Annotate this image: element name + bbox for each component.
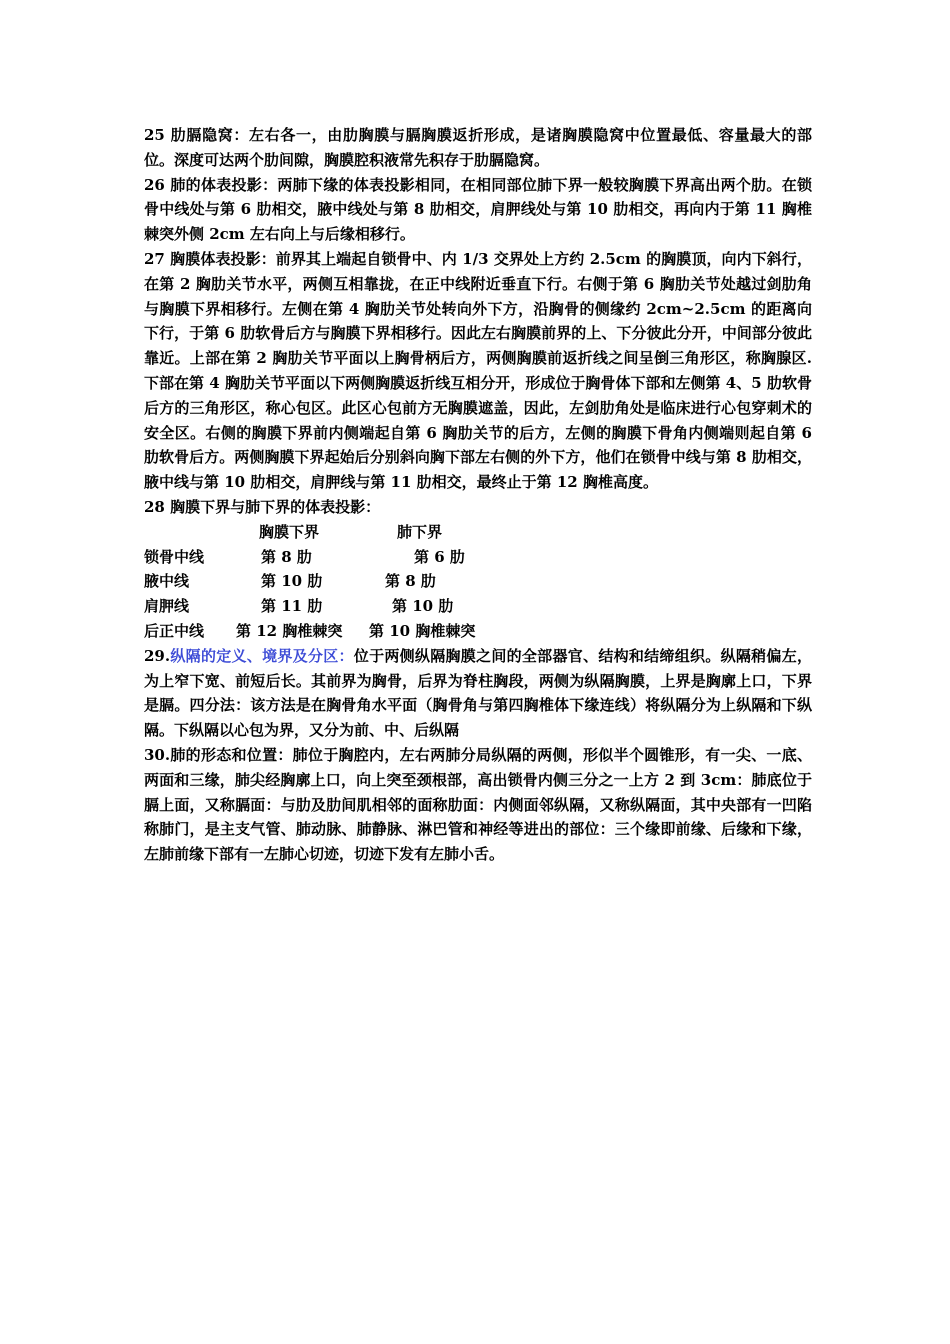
table-cell-pleura: 第 8 肋 xyxy=(261,547,312,566)
paragraph-30: 30.肺的形态和位置：肺位于胸腔内，左右两肺分局纵隔的两侧，形似半个圆锥形，有一尖、一底、两面和三缘，肺尖经胸廓上口，向上突至颈根部，高出锁骨内侧三分之一上方 2 到 3cm：肺底位于膈上面，又称膈面：与肋及肋间肌相邻的面称肋面：内侧面邻纵隔，又称纵隔面，其中央部有一凹陷称肺门，是主支气管、肺动脉、肺静脉、淋巴管和神经等进出的部位：三个缘即前缘、后缘和下缘，左肺前缘下部有一左肺心切迹，切迹下发有左肺小舌。 xyxy=(144,745,812,864)
paragraph-28: 28 胸膜下界与肺下界的体表投影： xyxy=(144,497,381,516)
table-cell-lung: 第 8 肋 xyxy=(385,572,436,591)
table-header-lung: 肺下界 xyxy=(397,522,443,541)
document-page xyxy=(144,123,812,867)
paragraph-29-number: 29. xyxy=(144,646,171,665)
table-cell-pleura: 第 10 肋 xyxy=(261,572,323,591)
table-row-label: 锁骨中线 xyxy=(144,547,205,566)
paragraph-29 xyxy=(144,644,812,743)
table-cell-lung: 第 10 肋 xyxy=(392,597,454,616)
paragraph-25: 25 肋膈隐窝：左右各一，由肋胸膜与膈胸膜返折形成，是诸胸膜隐窝中位置最低、容量最大的部位。深度可达两个肋间隙，胸膜腔积液常先积存于肋膈隐窝。 xyxy=(144,126,812,169)
table-row xyxy=(144,594,812,619)
paragraph-29-body: 位于两侧纵隔胸膜之间的全部器官、结构和结缔组织。纵隔稍偏左，为上窄下宽、前短后长。其前界为胸骨，后界为脊柱胸段，两侧为纵隔胸膜，上界是胸廓上口，下界是膈。四分法：该方法是在胸骨角水平面（胸骨角与第四胸椎体下缘连线）将纵隔分为上纵隔和下纵隔。下纵隔以心包为界，又分为前、中、后纵隔 xyxy=(144,646,812,740)
paragraph-27: 27 胸膜体表投影：前界其上端起自锁骨中、内 1/3 交界处上方约 2.5cm 的胸膜顶，向内下斜行，在第 2 胸肋关节水平，两侧互相靠拢，在正中线附近垂直下行。右侧于第 6 胸肋关节处越过剑肋角与胸膜下界相移行。左侧在第 4 胸肋关节处转向外下方，沿胸骨的侧缘约 2cm~2.5cm 的距离向下行，于第 6 肋软骨后方与胸膜下界相移行。因此左右胸膜前界的上、下分彼此分开，中间部分彼此靠近。上部在第 2 胸肋关节平面以上胸骨柄后方，两侧胸膜前返折线之间呈倒三角形区，称胸腺区.下部在第 4 胸肋关节平面以下两侧胸膜返折线互相分开，形成位于胸骨体下部和左侧第 4、5 肋软骨后方的三角形区，称心包区。此区心包前方无胸膜遮盖，因此，左剑肋角处是临床进行心包穿刺术的安全区。右侧的胸膜下界前内侧端起自第 6 胸肋关节的后方，左侧的胸膜下骨角内侧端则起自第 6 肋软骨后方。两侧胸膜下界起始后分别斜向胸下部左右侧的外下方，他们在锁骨中线与第 8 肋相交，腋中线与第 10 肋相交，肩胛线与第 11 肋相交，最终止于第 12 胸椎高度。 xyxy=(144,249,812,492)
paragraph-29-heading: 纵隔的定义、境界及分区： xyxy=(170,646,354,665)
projection-table xyxy=(144,520,812,644)
table-header-pleura: 胸膜下界 xyxy=(259,522,320,541)
table-cell-pleura: 第 11 肋 xyxy=(261,597,323,616)
table-row xyxy=(144,569,812,594)
table-cell-lung: 第 10 胸椎棘突 xyxy=(369,621,476,640)
table-cell-lung: 第 6 肋 xyxy=(414,547,465,566)
table-header-row xyxy=(144,520,812,545)
table-row xyxy=(144,545,812,570)
table-cell-pleura: 第 12 胸椎棘突 xyxy=(236,621,343,640)
table-row-label: 肩胛线 xyxy=(144,597,190,616)
table-row xyxy=(144,619,812,644)
table-row-label: 后正中线 xyxy=(144,621,205,640)
paragraph-26: 26 肺的体表投影：两肺下缘的体表投影相同，在相同部位肺下界一般较胸膜下界高出两个肋。在锁骨中线处与第 6 肋相交，腋中线处与第 8 肋相交，肩胛线处与第 10 肋相交，再向内于第 11 胸椎棘突外侧 2cm 左右向上与后缘相移行。 xyxy=(144,175,812,244)
table-row-label: 腋中线 xyxy=(144,572,190,591)
